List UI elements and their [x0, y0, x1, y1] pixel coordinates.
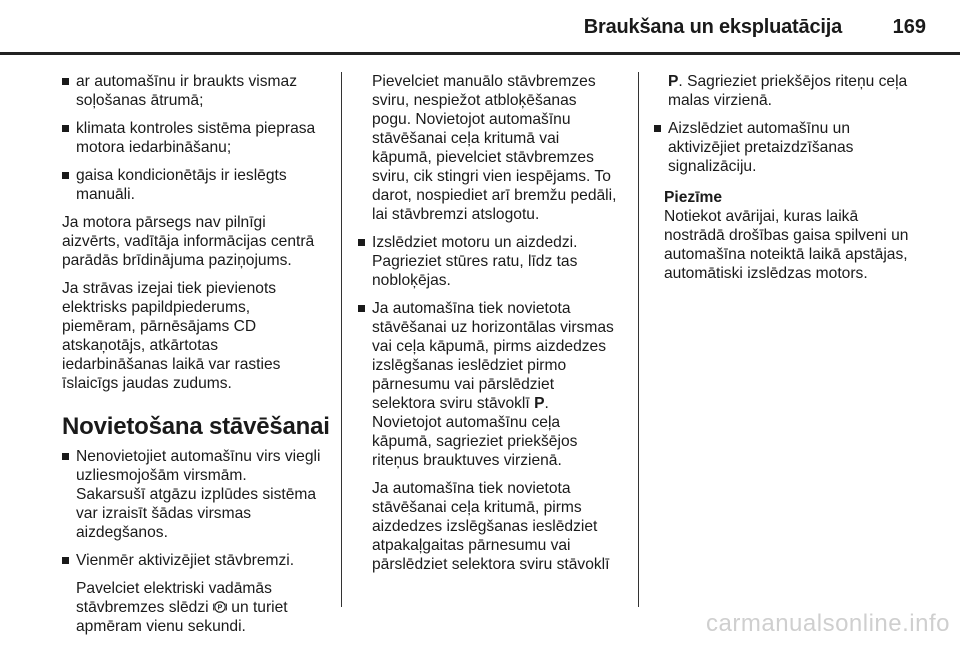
list-item-text: ar automašīnu ir braukts vismaz soļošanas ātrumā; [76, 73, 297, 109]
bullet-square-icon [62, 557, 69, 564]
bullet-square-icon [358, 239, 365, 246]
column-divider [638, 72, 639, 607]
list-item-text: klimata kontroles sistēma pieprasa motora iedarbināšanu; [76, 120, 316, 156]
instruction-text-start: Pavelciet elektriski vadāmās stāvbremzes slēdzi [76, 580, 272, 616]
list-item [654, 119, 926, 176]
section-title: Novietošana stāvēšanai [62, 413, 330, 440]
bullet-square-icon [654, 125, 661, 132]
list-item-text-start: Ja automašīna tiek novietota stāvēšanai uz horizontālas virsmas vai ceļa kāpumā, pirms aizdedzes izslēgšanas ieslēdziet pirmo pārnesumu vai pārslēdziet selektora sviru stāvoklī [372, 300, 614, 412]
list-item [62, 447, 330, 542]
chapter-title: Braukšana un ekspluatācija [583, 16, 842, 38]
paragraph-hood-warning: Ja motora pārsegs nav pilnīgi aizvērts, vadītāja informācijas centrā parādās brīdinājuma paziņojums. [62, 214, 315, 269]
list-item [62, 166, 330, 204]
manual-brake-paragraph: Pievelciet manuālo stāvbremzes sviru, nespiežot atbloķēšanas pogu. Novietojot automašīnu stāvēšanai ceļa kritumā vai kāpumā, pievelciet stāvbremzes sviru, cik stingri vien iespējams. To darot, nospiediet arī bremžu pedāli, lai stāvbremzi atslogotu. [372, 73, 617, 223]
bullet-square-icon [62, 172, 69, 179]
instruction-text-end: un turiet apmēram vienu sekundi. [76, 599, 288, 635]
list-item [358, 233, 628, 290]
parking-brake-icon [213, 600, 227, 614]
list-item [62, 119, 330, 157]
note-body: Notiekot avārijai, kuras laikā nostrādā drošības gaisa spilveni un automašīna noteiktā laikā apstājas, automātiski izslēdzas motors. [664, 208, 909, 282]
note-title: Piezīme [664, 189, 723, 206]
downhill-paragraph: Ja automašīna tiek novietota stāvēšanai ceļa kritumā, pirms aizdedzes izslēgšanas ieslēdziet atpakaļgaitas pārnesumu vai pārslēdziet selektora sviru stāvoklī [372, 480, 610, 573]
watermark: carmanualsonline.info [706, 610, 950, 637]
list-item-text: Vienmēr aktivizējiet stāvbremzi. [76, 552, 295, 569]
list-item-text: Izslēdziet motoru un aizdedzi. Pagrieziet stūres ratu, līdz tas nobloķējas. [372, 234, 578, 289]
column-divider [341, 72, 342, 607]
column-1 [62, 72, 330, 645]
page-number: 169 [892, 16, 926, 38]
bullet-square-icon [358, 305, 365, 312]
gear-position-label: P [534, 395, 545, 412]
list-item-text: gaisa kondicionētājs ir ieslēgts manuāli. [76, 167, 287, 203]
paragraph-power-outlet: Ja strāvas izejai tiek pievienots elektrisks papildpiederums, piemēram, pārnēsājams CD atskaņotājs, atkārtotas iedarbināšanas laikā var rasties īslaicīgs jaudas zudums. [62, 280, 281, 392]
bullet-square-icon [62, 125, 69, 132]
header-rule [0, 52, 960, 55]
svg-text:P: P [217, 604, 223, 612]
bullet-square-icon [62, 453, 69, 460]
list-item-text: Nenovietojiet automašīnu virs viegli uzliesmojošām virsmām. Sakarsušī atgāzu izplūdes sistēma var izraisīt šādas virsmas aizdegšanos. [76, 448, 321, 541]
list-item [62, 551, 330, 570]
list-item [62, 72, 330, 110]
list-item [358, 299, 628, 470]
list-item-text: Aizslēdziet automašīnu un aktivizējiet pretaizdzīšanas signalizāciju. [668, 120, 854, 175]
note-block [654, 188, 926, 283]
list-item-text-end: . Novietojot automašīnu ceļa kāpumā, sagrieziet priekšējos riteņus brauktuves virzienā. [372, 395, 578, 469]
downhill-paragraph-continued [654, 72, 926, 110]
column-2 [358, 72, 628, 583]
gear-position-label: P [668, 73, 679, 90]
column-3 [654, 72, 926, 283]
page-header [0, 0, 960, 52]
continued-text: . Sagrieziet priekšējos riteņu ceļa malas virzienā. [668, 73, 908, 109]
bullet-square-icon [62, 78, 69, 85]
parking-brake-instruction [62, 579, 330, 636]
